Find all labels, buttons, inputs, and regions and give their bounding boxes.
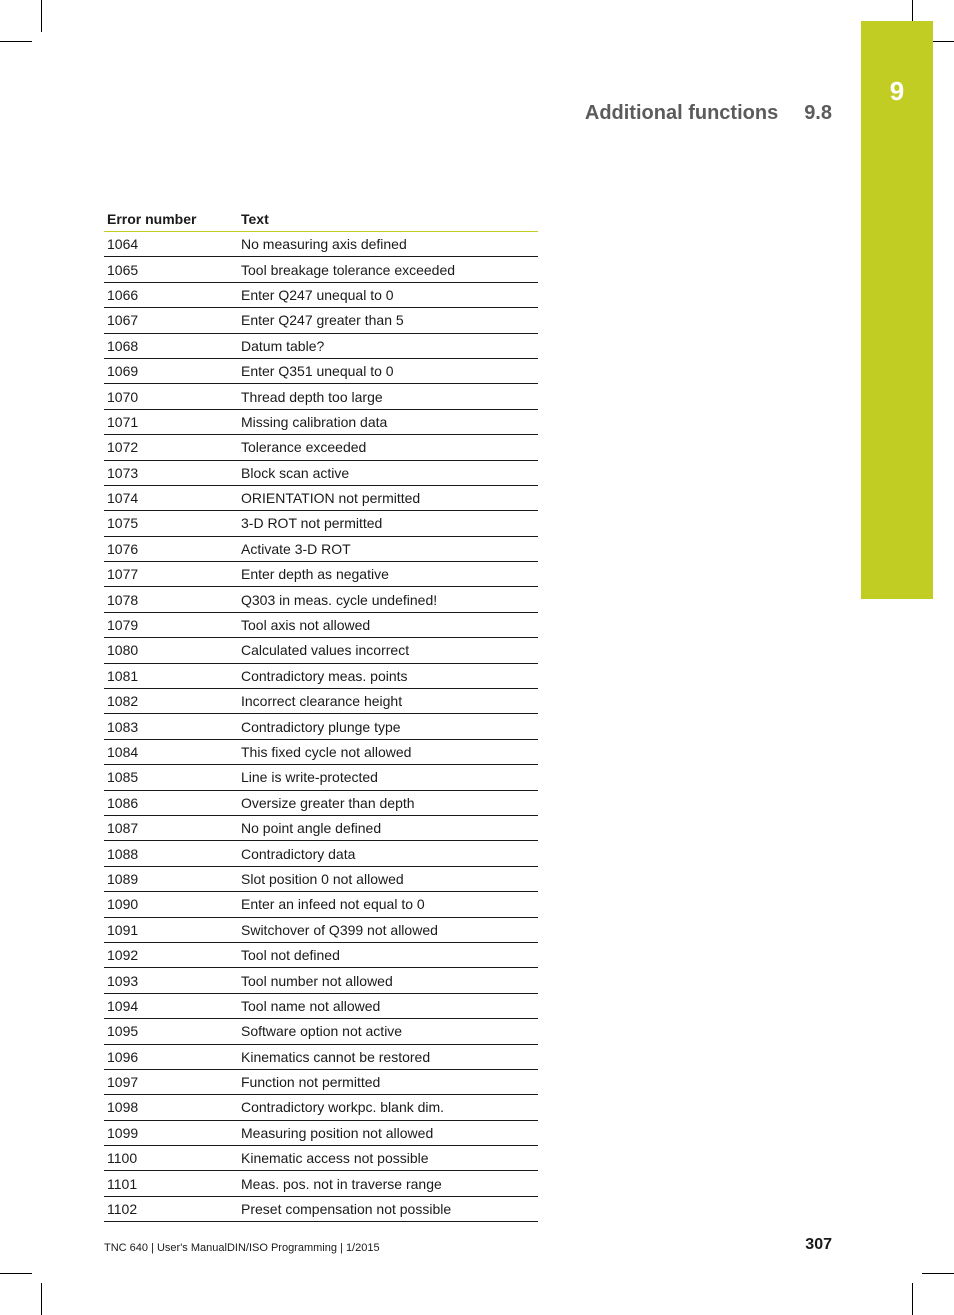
table-row: [104, 308, 538, 333]
error-number-cell: 1078: [104, 587, 238, 612]
section-number: 9.8: [804, 102, 832, 124]
error-number-cell: 1089: [104, 866, 238, 891]
column-header-error-number: Error number: [104, 207, 238, 232]
error-text-cell: Missing calibration data: [238, 409, 538, 434]
error-text-cell: This fixed cycle not allowed: [238, 739, 538, 764]
error-number-cell: 1065: [104, 257, 238, 282]
error-text-cell: 3-D ROT not permitted: [238, 511, 538, 536]
error-text-cell: Contradictory meas. points: [238, 663, 538, 688]
table-row: [104, 358, 538, 383]
error-number-cell: 1100: [104, 1146, 238, 1171]
error-number-cell: 1092: [104, 942, 238, 967]
table-row: [104, 409, 538, 434]
table-row: [104, 714, 538, 739]
error-text-cell: Q303 in meas. cycle undefined!: [238, 587, 538, 612]
error-text-cell: Enter Q247 unequal to 0: [238, 282, 538, 307]
error-number-cell: 1068: [104, 333, 238, 358]
table-row: [104, 739, 538, 764]
table-row: [104, 485, 538, 510]
table-row: [104, 815, 538, 840]
error-number-cell: 1088: [104, 841, 238, 866]
error-text-cell: Activate 3-D ROT: [238, 536, 538, 561]
error-number-cell: 1067: [104, 308, 238, 333]
error-text-cell: Enter Q247 greater than 5: [238, 308, 538, 333]
error-text-cell: Enter depth as negative: [238, 562, 538, 587]
error-number-cell: 1093: [104, 968, 238, 993]
chapter-tab: [861, 21, 933, 599]
error-text-cell: Enter Q351 unequal to 0: [238, 358, 538, 383]
error-number-cell: 1070: [104, 384, 238, 409]
error-text-cell: Contradictory data: [238, 841, 538, 866]
error-number-cell: 1076: [104, 536, 238, 561]
error-number-cell: 1087: [104, 815, 238, 840]
error-number-cell: 1102: [104, 1196, 238, 1221]
table-row: [104, 232, 538, 257]
table-row: [104, 1019, 538, 1044]
error-text-cell: Calculated values incorrect: [238, 638, 538, 663]
error-number-cell: 1073: [104, 460, 238, 485]
crop-mark: [0, 41, 32, 42]
error-text-cell: Slot position 0 not allowed: [238, 866, 538, 891]
table-row: [104, 993, 538, 1018]
error-number-cell: 1066: [104, 282, 238, 307]
table-row: [104, 1069, 538, 1094]
error-number-cell: 1083: [104, 714, 238, 739]
error-text-cell: Block scan active: [238, 460, 538, 485]
error-text-cell: No point angle defined: [238, 815, 538, 840]
error-text-cell: Function not permitted: [238, 1069, 538, 1094]
error-text-cell: Tool name not allowed: [238, 993, 538, 1018]
error-text-cell: Incorrect clearance height: [238, 689, 538, 714]
table-row: [104, 1044, 538, 1069]
chapter-number: 9: [889, 76, 905, 106]
table-row: [104, 663, 538, 688]
error-number-cell: 1094: [104, 993, 238, 1018]
table-row: [104, 917, 538, 942]
error-text-cell: No measuring axis defined: [238, 232, 538, 257]
table-row: [104, 1196, 538, 1221]
error-text-cell: Measuring position not allowed: [238, 1120, 538, 1145]
error-number-cell: 1091: [104, 917, 238, 942]
error-number-cell: 1071: [104, 409, 238, 434]
table-row: [104, 1146, 538, 1171]
table-row: [104, 765, 538, 790]
crop-mark: [41, 0, 42, 32]
error-text-cell: Tool number not allowed: [238, 968, 538, 993]
table-row: [104, 1171, 538, 1196]
table-row: [104, 638, 538, 663]
table-row: [104, 942, 538, 967]
table-row: [104, 1120, 538, 1145]
error-number-cell: 1077: [104, 562, 238, 587]
table-row: [104, 587, 538, 612]
error-text-cell: Thread depth too large: [238, 384, 538, 409]
table-row: [104, 1095, 538, 1120]
table-row: [104, 536, 538, 561]
section-title: Additional functions: [584, 102, 779, 124]
table-row: [104, 562, 538, 587]
table-header-row: [104, 207, 538, 232]
table-row: [104, 257, 538, 282]
error-text-cell: Software option not active: [238, 1019, 538, 1044]
error-number-cell: 1064: [104, 232, 238, 257]
error-number-cell: 1086: [104, 790, 238, 815]
table-row: [104, 333, 538, 358]
error-text-cell: Tool breakage tolerance exceeded: [238, 257, 538, 282]
crop-mark: [41, 1283, 42, 1315]
error-number-cell: 1096: [104, 1044, 238, 1069]
error-text-cell: ORIENTATION not permitted: [238, 485, 538, 510]
crop-mark: [912, 1283, 913, 1315]
error-number-cell: 1081: [104, 663, 238, 688]
page-number: 307: [805, 1236, 832, 1253]
error-number-cell: 1075: [104, 511, 238, 536]
error-text-cell: Meas. pos. not in traverse range: [238, 1171, 538, 1196]
footer-text: TNC 640 | User's ManualDIN/ISO Programming | 1/2015: [104, 1242, 380, 1254]
error-number-cell: 1074: [104, 485, 238, 510]
error-text-cell: Contradictory workpc. blank dim.: [238, 1095, 538, 1120]
error-number-cell: 1099: [104, 1120, 238, 1145]
table-row: [104, 689, 538, 714]
error-text-cell: Line is write-protected: [238, 765, 538, 790]
error-number-cell: 1080: [104, 638, 238, 663]
error-number-cell: 1095: [104, 1019, 238, 1044]
error-text-cell: Tool not defined: [238, 942, 538, 967]
crop-mark: [0, 1273, 32, 1274]
error-number-cell: 1069: [104, 358, 238, 383]
crop-mark: [922, 1273, 954, 1274]
error-text-cell: Tool axis not allowed: [238, 612, 538, 637]
error-text-cell: Kinematic access not possible: [238, 1146, 538, 1171]
error-number-cell: 1079: [104, 612, 238, 637]
table-row: [104, 612, 538, 637]
table-row: [104, 511, 538, 536]
error-number-cell: 1072: [104, 435, 238, 460]
error-text-cell: Kinematics cannot be restored: [238, 1044, 538, 1069]
error-number-cell: 1090: [104, 892, 238, 917]
table-body: [104, 232, 538, 1222]
table-row: [104, 282, 538, 307]
error-text-cell: Contradictory plunge type: [238, 714, 538, 739]
table-row: [104, 460, 538, 485]
error-text-cell: Enter an infeed not equal to 0: [238, 892, 538, 917]
error-number-cell: 1097: [104, 1069, 238, 1094]
error-text-cell: Oversize greater than depth: [238, 790, 538, 815]
table-row: [104, 866, 538, 891]
table-row: [104, 384, 538, 409]
table-row: [104, 892, 538, 917]
error-number-cell: 1082: [104, 689, 238, 714]
error-text-cell: Datum table?: [238, 333, 538, 358]
running-head: [420, 102, 832, 125]
error-number-cell: 1084: [104, 739, 238, 764]
table-row: [104, 435, 538, 460]
error-number-cell: 1101: [104, 1171, 238, 1196]
error-text-cell: Tolerance exceeded: [238, 435, 538, 460]
table-row: [104, 968, 538, 993]
error-table: [104, 207, 538, 1222]
error-number-cell: 1098: [104, 1095, 238, 1120]
error-text-cell: Preset compensation not possible: [238, 1196, 538, 1221]
error-text-cell: Switchover of Q399 not allowed: [238, 917, 538, 942]
error-number-cell: 1085: [104, 765, 238, 790]
table-row: [104, 841, 538, 866]
column-header-text: Text: [238, 207, 538, 232]
table-row: [104, 790, 538, 815]
